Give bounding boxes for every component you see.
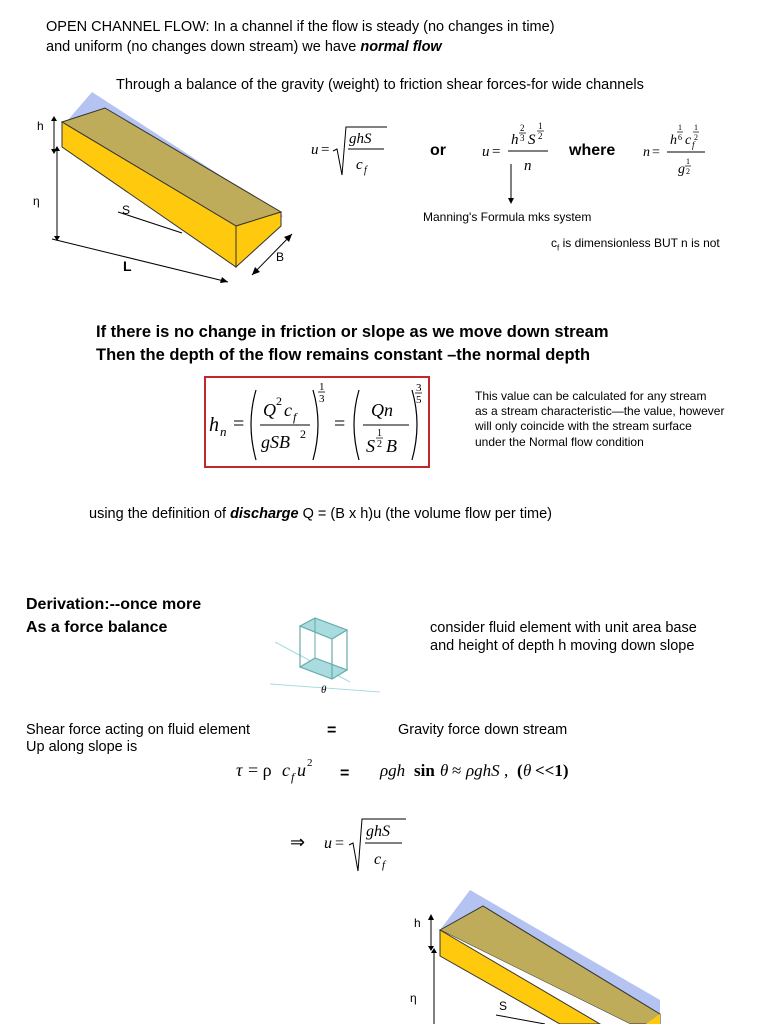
svg-text:2: 2 (300, 427, 306, 441)
svg-text:f: f (293, 410, 297, 424)
shear-line-1: Shear force acting on fluid element (26, 722, 251, 738)
derivation-heading-2: As a force balance (26, 619, 168, 636)
svg-text:=: = (321, 142, 330, 158)
svg-text:c: c (374, 851, 382, 868)
svg-text:f: f (364, 165, 367, 176)
svg-text:u: u (297, 760, 306, 780)
svg-text:2: 2 (686, 167, 690, 176)
discharge-suffix: Q = (B x h)u (the volume flow per time) (298, 506, 553, 522)
tau-equals: = (340, 765, 350, 782)
svg-text:n: n (524, 158, 532, 174)
svg-text:2: 2 (307, 757, 313, 769)
svg-text:,: , (504, 761, 509, 780)
svg-text:τ: τ (236, 760, 243, 780)
svg-text:1: 1 (319, 381, 325, 393)
svg-text:2: 2 (694, 133, 698, 142)
svg-text:1: 1 (538, 121, 543, 131)
diagram1-l-label: L (123, 258, 132, 274)
svg-text:h: h (209, 414, 219, 436)
consider-line-1: consider fluid element with unit area base (430, 620, 697, 636)
diagram1-s-label: S (122, 203, 131, 217)
consider-line-2: and height of depth h moving down slope (430, 638, 695, 654)
svg-text:6: 6 (678, 133, 682, 142)
diagram2-s-label: S (499, 999, 508, 1013)
svg-text:c: c (282, 760, 290, 780)
diagram2-h-label: h (414, 916, 421, 930)
svg-text:gSB: gSB (261, 432, 290, 452)
svg-text:Q: Q (263, 400, 276, 420)
stream-note-4: under the Normal flow condition (475, 435, 644, 449)
cf-note-text: is dimensionless BUT n is not (559, 236, 720, 250)
where-label: where (569, 142, 616, 159)
svg-text:ghS: ghS (366, 823, 390, 840)
svg-text:2: 2 (538, 131, 543, 141)
svg-text:f: f (291, 770, 295, 784)
diagram1-b-label: B (276, 250, 285, 264)
svg-text:c: c (685, 133, 692, 148)
discharge-prefix: using the definition of (89, 506, 231, 522)
shear-line-2: Up along slope is (26, 739, 138, 755)
svg-text:=: = (492, 144, 501, 160)
svg-text:f: f (692, 140, 695, 150)
svg-text:3: 3 (520, 133, 525, 143)
svg-text:S: S (366, 436, 375, 456)
cf-note-sub: f (557, 243, 560, 253)
svg-text:2: 2 (276, 394, 282, 408)
discharge-emphasis: discharge (230, 506, 299, 522)
svg-text:=: = (335, 835, 345, 852)
diagram2-eta-label: η (410, 991, 417, 1005)
svg-text:5: 5 (416, 394, 422, 406)
diagram1-h-label: h (37, 119, 44, 133)
svg-text:n: n (643, 145, 650, 160)
svg-text:2: 2 (520, 123, 525, 133)
svg-text:(: ( (517, 761, 523, 780)
intro-line-1: OPEN CHANNEL FLOW: In a channel if the flow is steady (no changes in time) (46, 19, 555, 35)
theta-label: θ (321, 684, 327, 696)
svg-text:h: h (511, 132, 519, 148)
balance-statement: Through a balance of the gravity (weight) to friction shear forces-for wide channels (116, 77, 644, 93)
svg-text:1: 1 (377, 428, 382, 439)
derivation-heading-1: Derivation:--once more (26, 596, 202, 613)
svg-text:Qn: Qn (371, 400, 393, 420)
or-label: or (430, 142, 446, 159)
normal-depth-line-1: If there is no change in friction or slope as we move down stream (96, 323, 609, 341)
svg-text:u: u (311, 142, 319, 158)
svg-text:B: B (386, 436, 397, 456)
svg-text:ρghS: ρghS (466, 761, 500, 780)
svg-text:3: 3 (416, 382, 422, 394)
diagram1-eta-label: η (33, 194, 40, 208)
svg-text:3: 3 (319, 393, 325, 405)
stream-note-1: This value can be calculated for any stream (475, 389, 707, 403)
gravity-label: Gravity force down stream (398, 722, 568, 738)
stream-note-3: will only coincide with the stream surface (475, 419, 692, 433)
svg-text:u: u (482, 144, 490, 160)
normal-flow-emphasis: normal flow (360, 39, 442, 55)
normal-depth-line-2: Then the depth of the flow remains constant –the normal depth (96, 346, 591, 364)
intro-line-2-text: and uniform (no changes down stream) we have (46, 39, 361, 55)
cf-note-c: c (551, 236, 557, 250)
svg-text:=: = (233, 413, 245, 435)
svg-text:c: c (284, 400, 292, 420)
svg-text:=: = (334, 413, 346, 435)
svg-text:u: u (324, 835, 332, 852)
svg-text:ρgh: ρgh (380, 761, 406, 780)
svg-text:S: S (528, 132, 536, 148)
svg-text:f: f (382, 859, 386, 871)
svg-text:g: g (678, 162, 685, 177)
svg-text:2: 2 (377, 439, 382, 450)
svg-text:h: h (670, 133, 677, 148)
svg-text:n: n (220, 424, 227, 439)
svg-text:ghS: ghS (349, 131, 372, 147)
implies-arrow: ⇒ (290, 832, 306, 852)
stream-note-2: as a stream characteristic—the value, however (475, 404, 725, 418)
svg-text:c: c (356, 157, 363, 173)
svg-text:θ: θ (440, 761, 449, 780)
svg-text:1: 1 (678, 123, 682, 132)
svg-text:= ρ: = ρ (248, 760, 272, 780)
svg-text:1: 1 (686, 157, 690, 166)
svg-text:sin: sin (414, 761, 435, 780)
manning-caption: Manning's Formula mks system (423, 210, 592, 224)
svg-text:<<1): <<1) (535, 761, 569, 780)
force-equals: = (327, 722, 337, 739)
svg-text:=: = (652, 145, 660, 160)
svg-text:≈: ≈ (452, 761, 462, 780)
svg-text:1: 1 (694, 123, 698, 132)
svg-text:θ: θ (523, 761, 532, 780)
